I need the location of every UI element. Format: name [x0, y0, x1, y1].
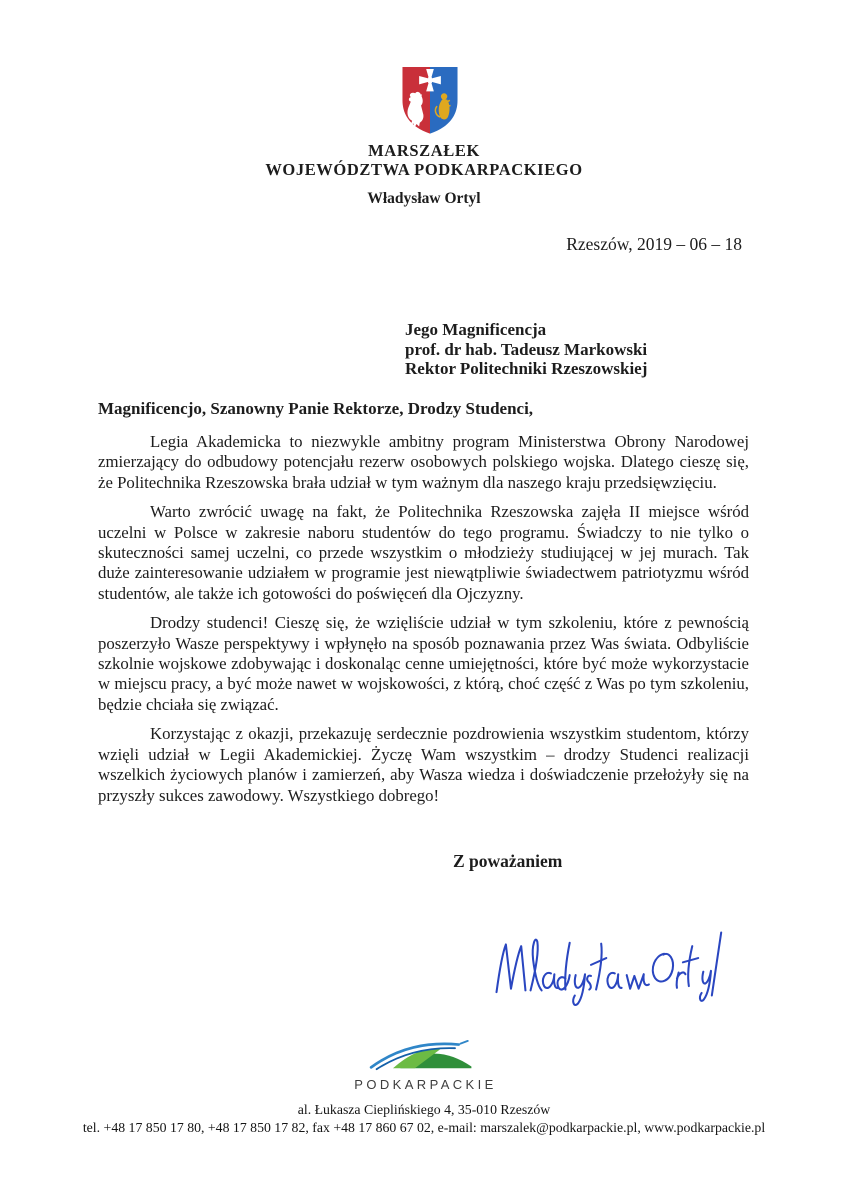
paragraph-3: Drodzy studenci! Cieszę się, że wzięliście udział w tym szkoleniu, które z pewnością poszerzyło Wasze perspektywy i wpłynęło na sposób poznawania przez Was świata. Odbyliście szkolnie wojskowe zdobywając i doskonaląc cenne umiejętności, które być może wykorzystacie w miejscu pracy, a być może nawet w wojskowości, z którą, choć część z Was po tym szkoleniu, będzie chciała się związać. — [98, 613, 749, 714]
podkarpackie-coat-of-arms-icon — [398, 63, 462, 137]
addressee-block — [405, 320, 647, 379]
podkarpackie-logo — [0, 1040, 848, 1092]
office-title-line2: WOJEWÓDZTWA PODKARPACKIEGO — [265, 160, 583, 179]
footer-contact-line: tel. +48 17 850 17 80, +48 17 850 17 82, fax +48 17 860 67 02, e-mail: marszalek@podkarpackie.pl, www.podkarpackie.pl — [82, 1119, 766, 1135]
paragraph-2: Warto zwrócić uwagę na fakt, że Politechnika Rzeszowska zajęła II miejsce wśród uczelni w Polsce w zakresie naboru studentów do tego programu. Świadczy to nie tylko o skuteczności samej uczelni, co przede wszystkim o młodzieży studiującej w jej murach. Tak duże zainteresowanie udziałem w programie jest niewątpliwie świadectwem patriotyzmu wśród studentów, ale także ich gotowości do poświęceń dla Ojczyzny. — [98, 502, 749, 603]
podkarpackie-logo-icon — [368, 1040, 480, 1071]
letterhead — [0, 141, 848, 208]
addressee-honorific: Jego Magnificencja — [405, 320, 547, 339]
addressee-role: Rektor Politechniki Rzeszowskiej — [405, 359, 648, 378]
paragraph-4: Korzystając z okazji, przekazuję serdecznie pozdrowienia wszystkim studentom, którzy wzięli udział w Legii Akademickiej. Życzę Wam wszystkim – drodzy Studenci realizacji wszelkich życiowych planów i zamierzeń, aby Wasza wiedza i doświadczenie przełożyły się na przyszły sukces zawodowy. Wszystkiego dobrego! — [98, 724, 749, 805]
salutation: Magnificencjo, Szanowny Panie Rektorze, Drodzy Studenci, — [98, 399, 534, 418]
official-name: Władysław Ortyl — [367, 190, 481, 207]
place-and-date: Rzeszów, 2019 – 06 – 18 — [566, 234, 742, 254]
signature-handwriting — [488, 922, 728, 1012]
footer-address-line: al. Łukasza Cieplińskiego 4, 35-010 Rzeszów — [297, 1102, 551, 1117]
paragraph-1: Legia Akademicka to niezwykle ambitny program Ministerstwa Obrony Narodowej zmierzający do odbudowy potencjału rezerw osobowych polskiego wojska. Dlatego cieszę się, że Politechnika Rzeszowska brała udział w tym ważnym dla naszego kraju przedsięwzięciu. — [98, 432, 749, 492]
footer-contact-block — [0, 1101, 848, 1136]
addressee-name: prof. dr hab. Tadeusz Markowski — [405, 339, 648, 359]
closing-phrase: Z poważaniem — [453, 851, 563, 871]
logo-wordmark: PODKARPACKIE — [354, 1077, 497, 1092]
office-title-line1: MARSZAŁEK — [368, 141, 480, 160]
letter-body — [98, 399, 749, 815]
